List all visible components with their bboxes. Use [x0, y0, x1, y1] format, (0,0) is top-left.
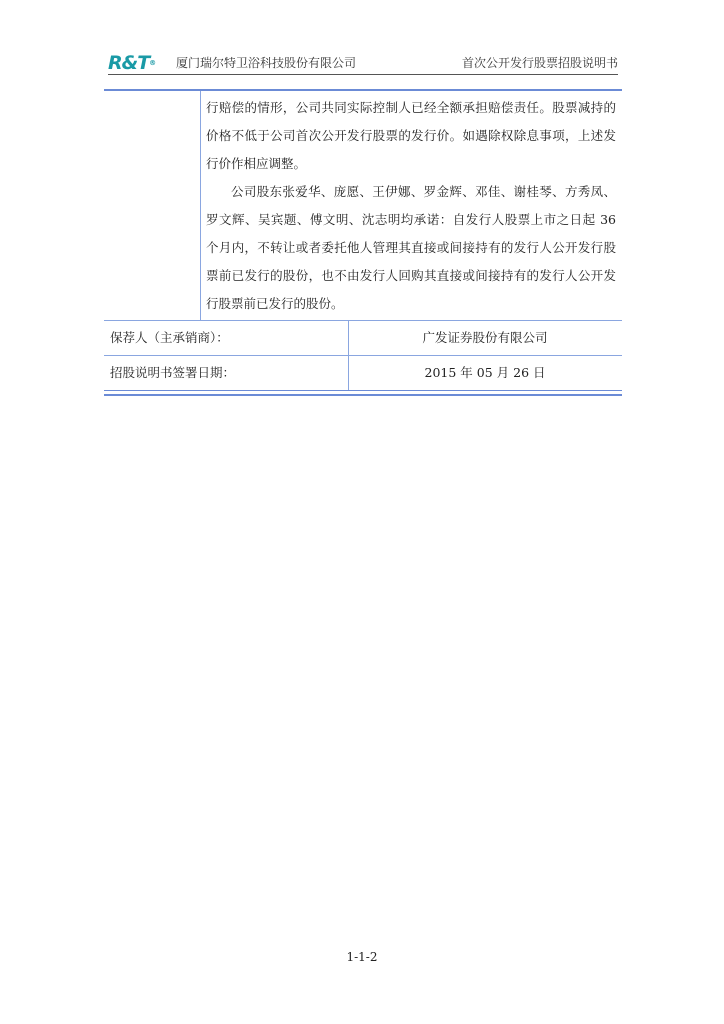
commitment-paragraph-2: 公司股东张爱华、庞愿、王伊娜、罗金辉、邓佳、谢桂琴、方秀凤、罗文辉、吴宾题、傅文明、沈志明均承诺：自发行人股票上市之日起 36 个月内，不转让或者委托他人管理其直接或间接持有的发行人公开发行股票前已发行的股份，也不由发行人回购其直接或间接持有的发行人公开发行股票前已发行的股份。 — [206, 184, 616, 311]
table-bottom-border — [104, 390, 622, 396]
sponsor-label: 保荐人（主承销商）： — [110, 330, 229, 345]
table-row-divider — [104, 320, 622, 321]
header-divider — [108, 74, 618, 75]
company-name: 厦门瑞尔特卫浴科技股份有限公司 — [176, 56, 357, 70]
table-row-divider — [104, 355, 622, 356]
table-column-divider-upper — [200, 91, 201, 320]
signing-date-value: 2015 年 05 月 26 日 — [424, 365, 546, 380]
sponsor-value: 广发证券股份有限公司 — [422, 330, 548, 345]
page-number: 1-1-2 — [346, 950, 378, 964]
signing-date-label: 招股说明书签署日期： — [110, 365, 236, 380]
company-logo — [108, 52, 156, 74]
logo-registered-mark: ® — [149, 59, 157, 67]
logo-text: R&T — [108, 52, 150, 74]
page-header — [108, 52, 618, 74]
document-title: 首次公开发行股票招股说明书 — [461, 56, 618, 70]
table-top-border — [104, 89, 622, 91]
commitment-paragraph-1: 行赔偿的情形，公司共同实际控制人已经全额承担赔偿责任。股票减持的价格不低于公司首次公开发行股票的发行价。如遇除权除息事项，上述发行价作相应调整。 — [206, 100, 616, 171]
commitment-text — [206, 94, 616, 318]
